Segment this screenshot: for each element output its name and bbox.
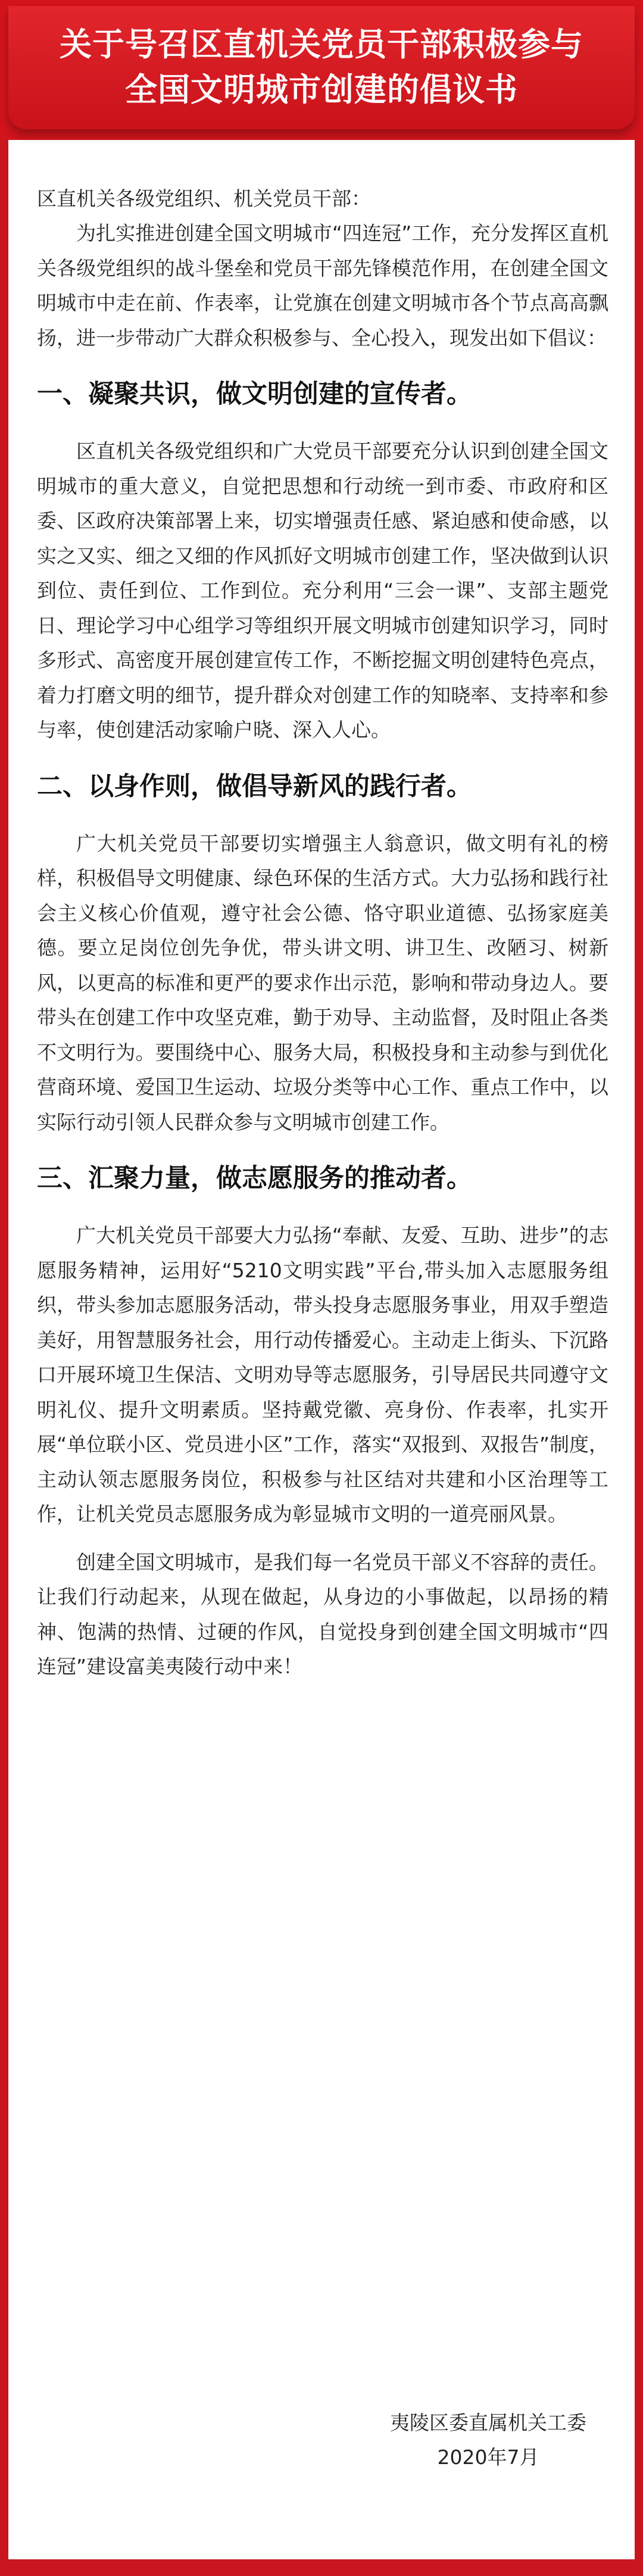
title-banner-panel xyxy=(8,6,635,129)
closing-paragraph: 创建全国文明城市，是我们每一名党员干部义不容辞的责任。让我们行动起来，从现在做起，从身边的小事做起，以昂扬的精神、饱满的热情、过硬的作风，自觉投身到创建全国文明城市“四连冠”建设富美夷陵行动中来！ xyxy=(37,1550,608,1678)
intro-paragraph: 为扎实推进创建全国文明城市“四连冠”工作，充分发挥区直机关各级党组织的战斗堡垒和党员干部先锋模范作用，在创建全国文明城市中走在前、作表率，让党旗在创建文明城市各个节点高高飘扬，进一步带动广大群众积极参与、全心投入，现发出如下倡议： xyxy=(37,222,608,350)
signature-block xyxy=(390,2406,586,2475)
section-heading-3: 三、汇聚力量，做志愿服务的推动者。 xyxy=(37,1164,472,1193)
section-heading-2: 二、以身作则，做倡导新风的践行者。 xyxy=(37,771,472,802)
page-title-line-1: 关于号召区直机关党员干部积极参与 xyxy=(60,26,583,63)
section-1 xyxy=(37,376,608,748)
section-body-1: 区直机关各级党组织和广大党员干部要充分认识到创建全国文明城市的重大意义，自觉把思想和行动统一到市委、市政府和区委、区政府决策部署上来，切实增强责任感、紧迫感和使命感，以实之又实、细之又细的作风抓好文明城市创建工作，坚决做到认识到位、责任到位、工作到位。充分利用“三会一课”、支部主题党日、理论学习中心组学习等组织开展文明城市创建知识学习，同时多形式、高密度开展创建宣传工作，不断挖掘文明创建特色亮点，着力打磨文明的细节，提升群众对创建工作的知晓率、支持率和参与率，使创建活动家喻户晓、深入人心。 xyxy=(37,439,608,741)
paragraph-gap xyxy=(37,1532,608,1545)
section-body-3: 广大机关党员干部要大力弘扬“奉献、友爱、互助、进步”的志愿服务精神，运用好“5210文明实践”平台,带头加入志愿服务组织，带头参加志愿服务活动，带头投身志愿服务事业，用双手塑造美好，用智慧服务社会，用行动传播爱心。主动走上街头、下沉路口开展环境卫生保洁、文明劝导等志愿服务，引导居民共同遵守文明礼仪、提升文明素质。坚持戴党徽、亮身份、作表率，扎实开展“单位联小区、党员进小区”工作，落实“双报到、双报告”制度，主动认领志愿服务岗位，积极参与社区结对共建和小区治理等工作，让机关党员志愿服务成为彰显城市文明的一道亮丽风景。 xyxy=(37,1224,608,1526)
section-body-2: 广大机关党员干部要切实增强主人翁意识，做文明有礼的榜样，积极倡导文明健康、绿色环保的生活方式。大力弘扬和践行社会主义核心价值观，遵守社会公德、恪守职业道德、弘扬家庭美德。要立足岗位创先争优，带头讲文明、讲卫生、改陋习、树新风，以更高的标准和更严的要求作出示范，影响和带动身边人。要带头在创建工作中攻坚克难，勤于劝导、主动监督，及时阻止各类不文明行为。要围绕中心、服务大局，积极投身和主动参与到优化营商环境、爱国卫生运动、垃圾分类等中心工作、重点工作中，以实际行动引领人民群众参与文明城市创建工作。 xyxy=(37,831,608,1134)
signature-date: 2020年7月 xyxy=(437,2446,539,2469)
section-3 xyxy=(37,1160,608,1532)
section-2 xyxy=(37,768,608,1140)
document-body xyxy=(37,182,608,1685)
title-banner xyxy=(0,0,643,140)
page-title-line-2: 全国文明城市创建的倡议书 xyxy=(125,71,518,108)
salutation: 区直机关各级党组织、机关党员干部： xyxy=(37,187,371,210)
section-heading-1: 一、凝聚共识，做文明创建的宣传者。 xyxy=(37,379,472,409)
signature-organization: 夷陵区委直属机关工委 xyxy=(390,2411,586,2434)
